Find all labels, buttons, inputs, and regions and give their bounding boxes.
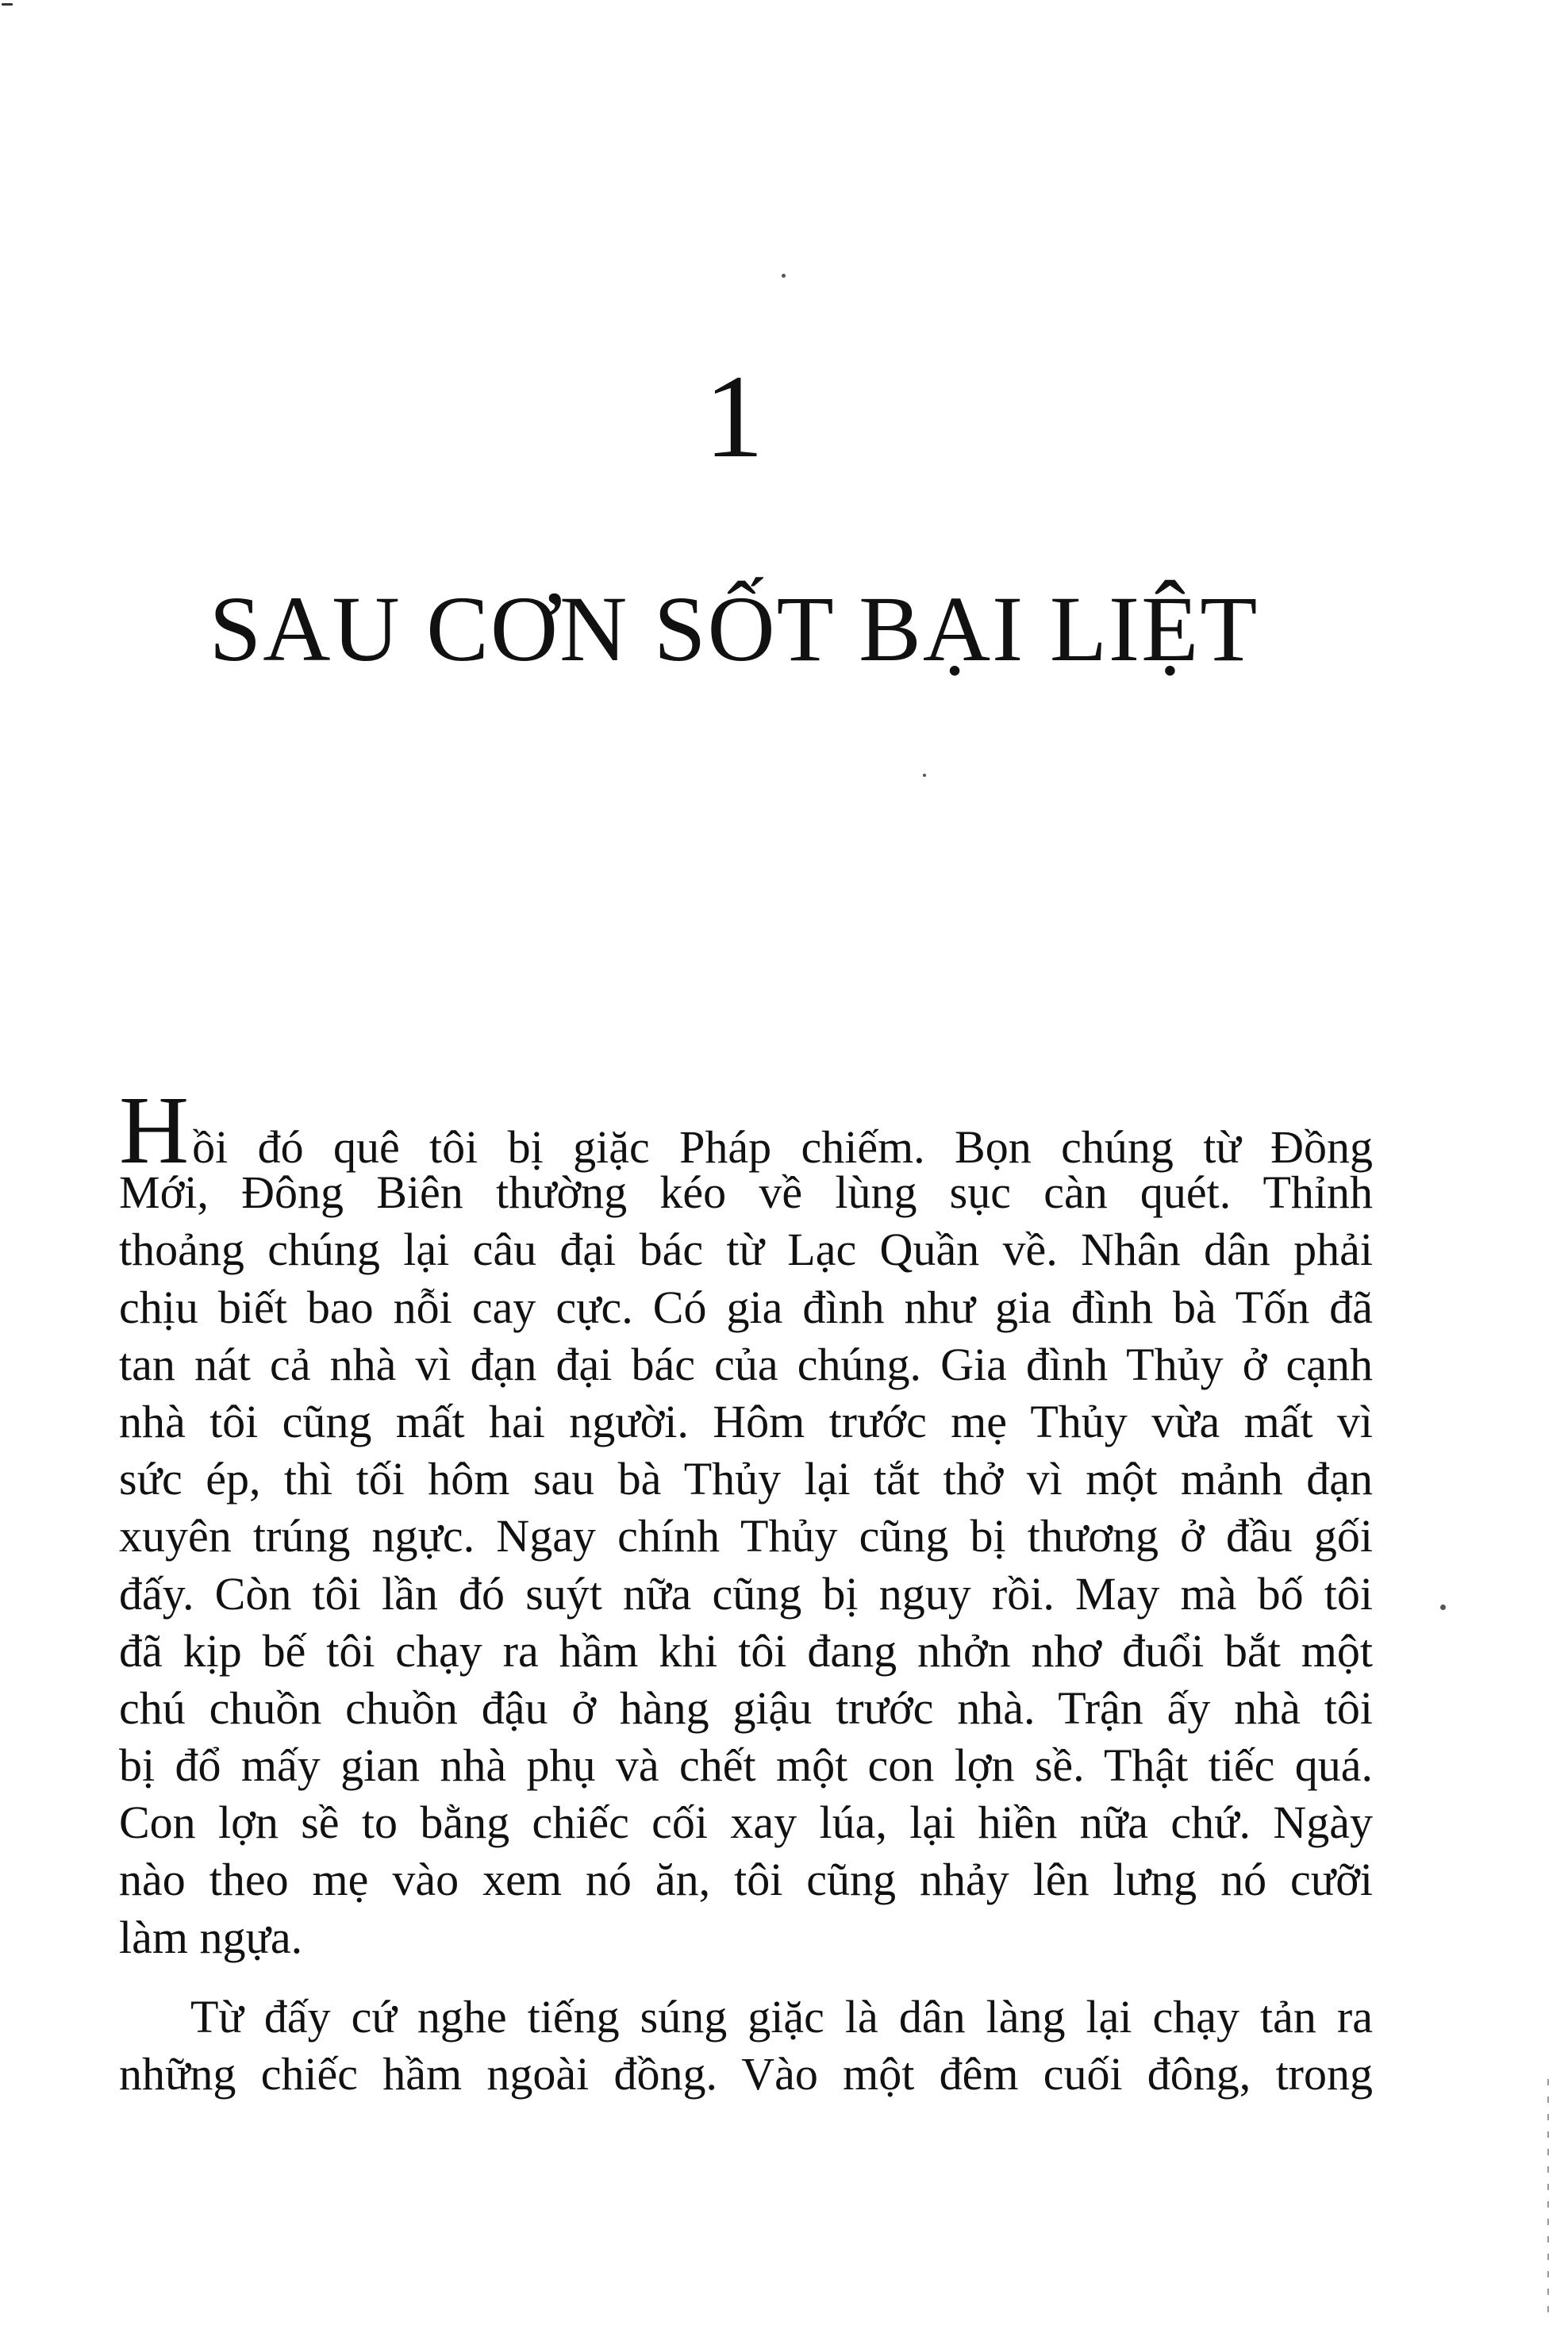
text-line: bị đổ mấy gian nhà phụ và chết một con lợn sề. Thật tiếc quá. [119,1739,1373,1792]
text-line: thoảng chúng lại câu đại bác từ Lạc Quần về. Nhân dân phải [119,1224,1373,1276]
text-line: Từ đấy cứ nghe tiếng súng giặc là dân làng lại chạy tản ra [190,1990,1373,2043]
text-line: Mới, Đông Biên thường kéo về lùng sục càn quét. Thỉnh [119,1166,1373,1219]
scan-speck [1440,1605,1446,1610]
text-line: nhà tôi cũng mất hai người. Hôm trước mẹ Thủy vừa mất vì [119,1395,1373,1447]
chapter-title: SAU CƠN SỐT BẠI LIỆT [209,577,1259,681]
scan-speck [782,274,786,278]
scan-speck [2,3,13,6]
page-edge-shadow [1547,2079,1549,2317]
scan-speck [923,774,926,777]
text-line: Con lợn sề to bằng chiếc cối xay lúa, lại hiền nữa chứ. Ngày [119,1797,1373,1849]
chapter-number: 1 [704,351,764,482]
paragraph-1 [119,1077,1373,1966]
text-line: làm ngựa. [119,1911,303,1963]
chapter-body [119,1077,1373,2103]
text-line [119,1077,1373,1184]
text-line: những chiếc hầm ngoài đồng. Vào một đêm cuối đông, trong [119,2048,1373,2100]
line-text: ồi đó quê tôi bị giặc Pháp chiếm. Bọn chúng từ Đồng [192,1121,1373,1173]
drop-cap: H [119,1077,190,1184]
text-line: nào theo mẹ vào xem nó ăn, tôi cũng nhảy lên lưng nó cưỡi [119,1854,1373,1906]
text-line: đã kịp bế tôi chạy ra hầm khi tôi đang nhởn nhơ đuổi bắt một [119,1624,1373,1677]
text-line: chú chuồn chuồn đậu ở hàng giậu trước nhà. Trận ấy nhà tôi [119,1681,1373,1734]
paragraph-2 [119,1989,1373,2103]
text-line: đấy. Còn tôi lần đó suýt nữa cũng bị nguy rồi. May mà bố tôi [119,1567,1373,1620]
text-line: xuyên trúng ngực. Ngay chính Thủy cũng bị thương ở đầu gối [119,1510,1373,1562]
text-line: chịu biết bao nỗi cay cực. Có gia đình như gia đình bà Tốn đã [119,1281,1373,1333]
text-line: tan nát cả nhà vì đạn đại bác của chúng. Gia đình Thủy ở cạnh [119,1338,1373,1390]
text-line: sức ép, thì tối hôm sau bà Thủy lại tắt thở vì một mảnh đạn [119,1453,1373,1505]
paragraph-spacer [119,1966,1373,1989]
